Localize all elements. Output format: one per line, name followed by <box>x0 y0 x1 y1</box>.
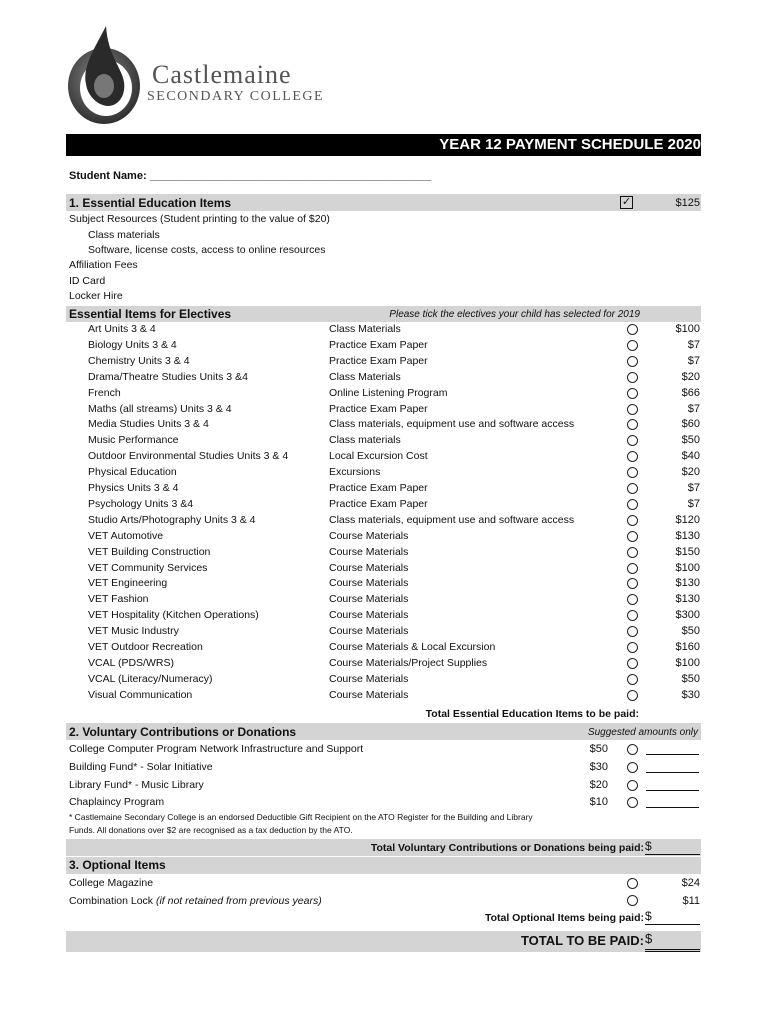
elective-subject: French <box>88 386 121 399</box>
currency-symbol: $ <box>645 909 652 923</box>
section1-line: Software, license costs, access to online resources <box>88 244 326 256</box>
elective-price: $7 <box>687 402 700 415</box>
elective-price: $30 <box>681 688 700 701</box>
elective-radio[interactable] <box>627 531 638 542</box>
donation-amount-field[interactable] <box>646 743 699 755</box>
elective-price: $150 <box>675 545 700 558</box>
elective-item: Course Materials <box>329 545 409 558</box>
grand-total-label: TOTAL TO BE PAID: <box>520 933 644 948</box>
donation-radio[interactable] <box>627 797 638 808</box>
elective-price: $7 <box>687 482 700 494</box>
electives-note: Please tick the electives your child has selected for 2019 <box>389 309 640 320</box>
elective-radio[interactable] <box>627 547 638 558</box>
elective-subject: Art Units 3 & 4 <box>88 323 156 335</box>
donation-label: Building Fund* - Solar Initiative <box>69 761 213 773</box>
elective-price: $40 <box>681 450 700 463</box>
elective-item: Class Materials <box>329 323 401 335</box>
electives-heading: Essential Items for Electives <box>69 307 232 321</box>
optional-total-label: Total Optional Items being paid: <box>484 912 644 924</box>
section2-heading: 2. Voluntary Contributions or Donations <box>69 725 297 739</box>
elective-radio[interactable] <box>627 404 638 415</box>
elective-item: Online Listening Program <box>329 386 448 399</box>
section1-line: Class materials <box>88 229 160 241</box>
section2-note: Suggested amounts only <box>587 727 698 738</box>
optional-item-note: (if not retained from previous years) <box>155 895 322 907</box>
elective-subject: Media Studies Units 3 & 4 <box>88 418 209 431</box>
elective-radio[interactable] <box>627 626 638 637</box>
grand-total-field[interactable] <box>645 931 700 952</box>
elective-radio[interactable] <box>627 324 638 335</box>
elective-item: Course Materials <box>329 577 409 590</box>
donation-label: Chaplaincy Program <box>69 796 165 808</box>
donation-amount: $50 <box>589 743 608 755</box>
elective-price: $7 <box>687 354 700 367</box>
optional-item-label: College Magazine <box>69 877 154 889</box>
elective-price: $130 <box>675 593 700 606</box>
optional-item-price: $24 <box>681 877 700 889</box>
elective-price: $66 <box>681 386 700 399</box>
elective-item: Course Materials & Local Excursion <box>329 641 496 653</box>
elective-radio[interactable] <box>627 467 638 478</box>
elective-price: $100 <box>675 656 700 669</box>
elective-item: Practice Exam Paper <box>329 482 428 494</box>
page-title: YEAR 12 PAYMENT SCHEDULE 2020 <box>439 136 701 153</box>
optional-item-name: Combination Lock <box>69 895 154 907</box>
section1-heading: 1. Essential Education Items <box>69 196 232 210</box>
optional-item-radio[interactable] <box>627 878 638 889</box>
student-name-field[interactable]: Student Name: ______________________________________________ <box>69 170 432 182</box>
donation-radio[interactable] <box>627 780 638 791</box>
elective-subject: VET Outdoor Recreation <box>88 641 203 653</box>
elective-price: $20 <box>681 466 700 479</box>
elective-price: $60 <box>681 418 700 431</box>
elective-radio[interactable] <box>627 340 638 351</box>
section1-line: ID Card <box>69 275 106 287</box>
elective-subject: Drama/Theatre Studies Units 3 &4 <box>88 370 248 383</box>
elective-item: Excursions <box>329 466 381 479</box>
donation-amount: $30 <box>589 761 608 773</box>
elective-item: Class materials <box>329 434 401 447</box>
currency-symbol: $ <box>645 931 653 946</box>
elective-item: Course Materials <box>329 529 409 542</box>
elective-radio[interactable] <box>627 594 638 605</box>
donation-radio[interactable] <box>627 744 638 755</box>
elective-radio[interactable] <box>627 610 638 621</box>
donation-amount-field[interactable] <box>646 779 699 791</box>
elective-radio[interactable] <box>627 483 638 494</box>
currency-symbol: $ <box>645 839 652 853</box>
elective-radio[interactable] <box>627 419 638 430</box>
elective-radio[interactable] <box>627 578 638 589</box>
elective-radio[interactable] <box>627 690 638 701</box>
elective-price: $7 <box>687 338 700 351</box>
elective-item: Course Materials <box>329 672 409 685</box>
elective-subject: Music Performance <box>88 434 179 447</box>
elective-price: $100 <box>675 323 700 335</box>
optional-total-field[interactable] <box>645 909 700 925</box>
donations-total-label: Total Voluntary Contributions or Donations being paid: <box>370 842 644 854</box>
section1-line: Subject Resources (Student printing to the value of $20) <box>69 213 330 225</box>
elective-item: Course Materials <box>329 609 409 622</box>
donation-label: Library Fund* - Music Library <box>69 779 204 791</box>
elective-price: $160 <box>675 641 700 653</box>
elective-subject: VCAL (Literacy/Numeracy) <box>88 672 213 685</box>
section1-line: Locker Hire <box>69 290 123 302</box>
elective-subject: Visual Communication <box>88 688 193 701</box>
elective-subject: VET Community Services <box>88 561 208 574</box>
elective-radio[interactable] <box>627 515 638 526</box>
elective-price: $100 <box>675 561 700 574</box>
elective-item: Practice Exam Paper <box>329 402 428 415</box>
elective-subject: VET Hospitality (Kitchen Operations) <box>88 609 259 622</box>
donations-total-field[interactable] <box>645 839 700 855</box>
elective-price: $20 <box>681 370 700 383</box>
elective-subject: Maths (all streams) Units 3 & 4 <box>88 402 232 415</box>
elective-radio[interactable] <box>627 451 638 462</box>
elective-radio[interactable] <box>627 642 638 653</box>
elective-subject: Psychology Units 3 &4 <box>88 497 194 510</box>
section1-checkbox[interactable]: ✓ <box>621 196 632 208</box>
college-logo <box>66 26 148 130</box>
logo-college-name: Castlemaine <box>152 60 292 89</box>
donation-radio[interactable] <box>627 762 638 773</box>
elective-price: $50 <box>681 434 700 447</box>
section3-heading: 3. Optional Items <box>69 858 166 872</box>
elective-subject: VET Automotive <box>88 529 164 542</box>
elective-item: Course Materials <box>329 688 409 701</box>
donation-footnote: Funds. All donations over $2 are recognised as a tax deduction by the ATO. <box>69 825 353 835</box>
elective-price: $130 <box>675 529 700 542</box>
elective-price: $300 <box>675 609 700 622</box>
elective-subject: Chemistry Units 3 & 4 <box>88 354 190 367</box>
elective-radio[interactable] <box>627 388 638 399</box>
logo-college-subtitle: SECONDARY COLLEGE <box>147 89 325 104</box>
essential-total-label: Total Essential Education Items to be paid: <box>425 708 639 720</box>
elective-item: Practice Exam Paper <box>329 497 428 510</box>
elective-subject: Physical Education <box>88 466 177 479</box>
elective-radio[interactable] <box>627 658 638 669</box>
elective-radio[interactable] <box>627 435 638 446</box>
elective-item: Class materials, equipment use and software access <box>329 418 575 431</box>
elective-subject: Studio Arts/Photography Units 3 & 4 <box>88 513 256 526</box>
section1-line: Affiliation Fees <box>69 259 138 271</box>
elective-subject: VET Engineering <box>88 577 168 590</box>
elective-price: $120 <box>675 513 700 526</box>
elective-item: Class Materials <box>329 370 401 383</box>
elective-price: $50 <box>681 625 700 638</box>
elective-subject: VET Fashion <box>88 593 149 606</box>
elective-item: Course Materials <box>329 593 409 606</box>
donation-footnote: * Castlemaine Secondary College is an endorsed Deductible Gift Recipient on the ATO Register for the Building and Library <box>69 812 533 822</box>
elective-item: Course Materials/Project Supplies <box>329 656 488 669</box>
donation-amount: $10 <box>589 796 608 808</box>
elective-item: Class materials, equipment use and software access <box>329 513 575 526</box>
optional-item-label <box>69 895 322 907</box>
donation-amount-field[interactable] <box>646 761 699 773</box>
elective-price: $130 <box>675 577 700 590</box>
elective-radio[interactable] <box>627 356 638 367</box>
section1-amount: $125 <box>675 197 700 209</box>
donation-amount-field[interactable] <box>646 796 699 808</box>
donation-label: College Computer Program Network Infrastructure and Support <box>69 743 364 755</box>
elective-item: Course Materials <box>329 561 409 574</box>
optional-item-price: $11 <box>682 895 700 907</box>
elective-radio[interactable] <box>627 674 638 685</box>
elective-subject: VCAL (PDS/WRS) <box>88 656 174 669</box>
elective-price: $7 <box>687 497 700 510</box>
elective-item: Practice Exam Paper <box>329 354 428 367</box>
elective-price: $50 <box>681 672 700 685</box>
elective-subject: Biology Units 3 & 4 <box>88 338 177 351</box>
elective-radio[interactable] <box>627 563 638 574</box>
elective-subject: Physics Units 3 & 4 <box>88 482 179 494</box>
elective-item: Course Materials <box>329 625 409 638</box>
elective-subject: Outdoor Environmental Studies Units 3 & 4 <box>88 450 289 463</box>
elective-item: Local Excursion Cost <box>329 450 428 463</box>
donation-amount: $20 <box>589 779 608 791</box>
elective-subject: VET Music Industry <box>88 625 179 638</box>
optional-item-radio[interactable] <box>627 895 638 906</box>
elective-item: Practice Exam Paper <box>329 338 428 351</box>
elective-radio[interactable] <box>627 372 638 383</box>
elective-radio[interactable] <box>627 499 638 510</box>
elective-subject: VET Building Construction <box>88 545 211 558</box>
